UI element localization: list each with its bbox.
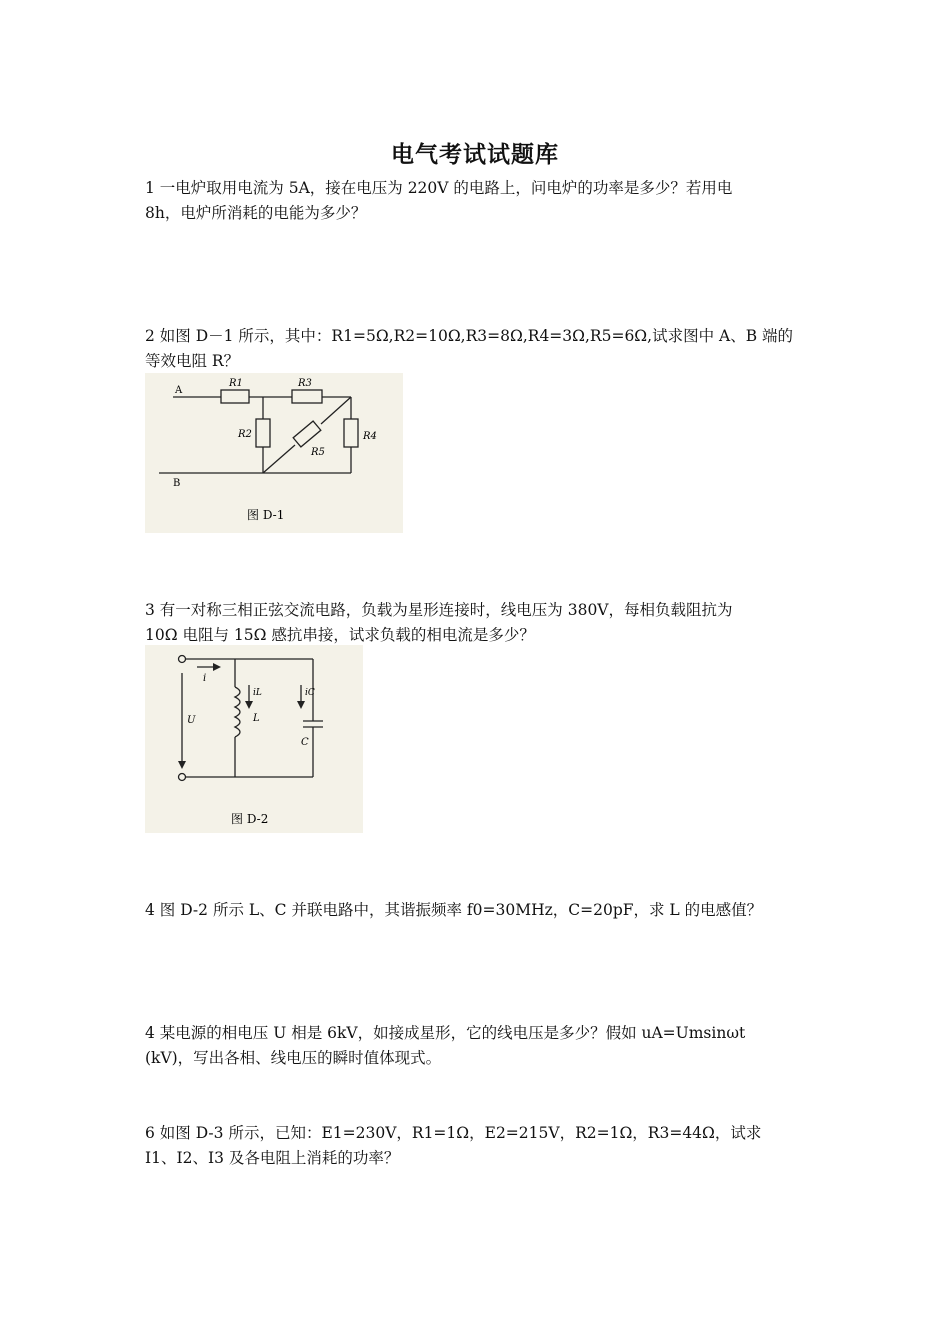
inductor-l <box>235 687 240 737</box>
current-i-label: i <box>203 673 207 684</box>
r5-label: R5 <box>311 447 325 458</box>
voltage-u-label: U <box>187 715 196 726</box>
terminal-a-label: A <box>175 385 183 396</box>
r3-label: R3 <box>298 378 312 389</box>
figure-d1 <box>145 373 403 533</box>
question-6 <box>145 1121 807 1171</box>
question-5 <box>145 1021 807 1071</box>
question-2-line-1: 2 如图 D－1 所示，其中：R1=5Ω,R2=10Ω,R3=8Ω,R4=3Ω,R5=6Ω,试求图中 A、B 端的 <box>145 327 794 345</box>
r2-label: R2 <box>238 429 252 440</box>
question-1-line-1: 1 一电炉取用电流为 5A，接在电压为 220V 的电路上，问电炉的功率是多少？若用电 <box>145 179 733 197</box>
capacitor-label: C <box>301 737 309 748</box>
question-2 <box>145 324 807 374</box>
figure-d2 <box>145 645 363 833</box>
inductor-label: L <box>253 713 260 724</box>
question-3-line-1: 3 有一对称三相正弦交流电路，负载为星形连接时，线电压为 380V，每相负载阻抗为 <box>145 601 733 619</box>
figure-d1-caption: 图 D-1 <box>247 508 285 522</box>
resistor-r4 <box>344 419 358 447</box>
resistor-r3 <box>292 390 322 403</box>
question-4 <box>145 898 807 923</box>
page-title: 电气考试试题库 <box>391 141 559 168</box>
resistor-r5 <box>293 421 321 447</box>
question-5-line-2: (kV)，写出各相、线电压的瞬时值体现式。 <box>145 1049 442 1067</box>
terminal-b-label: B <box>173 478 181 489</box>
question-1 <box>145 176 807 226</box>
r4-label: R4 <box>363 431 377 442</box>
current-il-label: iL <box>253 688 262 698</box>
question-3-line-2: 10Ω 电阻与 15Ω 感抗串接，试求负载的相电流是多少？ <box>145 626 535 644</box>
question-4-line-1: 4 图 D-2 所示 L、C 并联电路中，其谐振频率 f0=30MHz，C=20pF，求 L 的电感值？ <box>145 901 763 919</box>
question-1-line-2: 8h，电炉所消耗的电能为多少？ <box>145 204 367 222</box>
resistor-r2 <box>256 419 270 447</box>
resistor-r1 <box>221 390 249 403</box>
question-2-line-2: 等效电阻 R？ <box>145 352 240 370</box>
question-6-line-1: 6 如图 D-3 所示，已知：E1=230V，R1=1Ω，E2=215V，R2=1Ω，R3=44Ω，试求 <box>145 1124 762 1142</box>
r1-label: R1 <box>229 378 243 389</box>
question-5-line-1: 4 某电源的相电压 U 相是 6kV，如接成星形，它的线电压是多少？假如 uA=Umsinωt <box>145 1024 746 1042</box>
circuit-diagram-d2 <box>145 645 363 833</box>
figure-d2-caption: 图 D-2 <box>231 812 269 826</box>
current-ic-label: iC <box>305 688 315 698</box>
circuit-diagram-d1 <box>145 373 403 533</box>
question-6-line-2: I1、I2、I3 及各电阻上消耗的功率？ <box>145 1149 400 1167</box>
question-3 <box>145 598 807 648</box>
